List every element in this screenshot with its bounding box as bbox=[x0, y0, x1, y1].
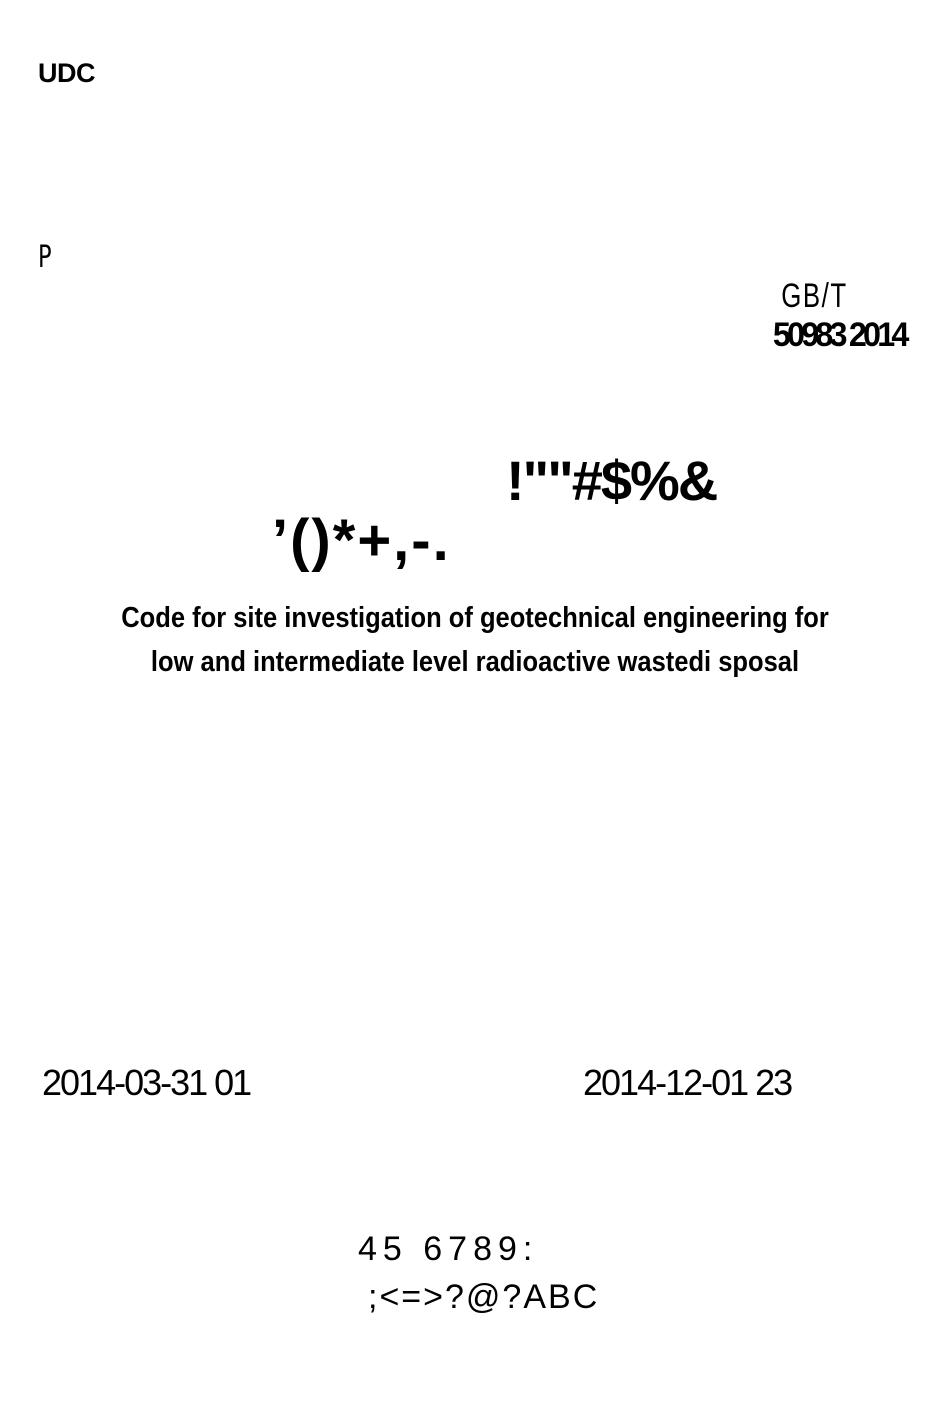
classification-code: P bbox=[38, 240, 52, 275]
standard-number bbox=[759, 238, 906, 355]
title-en bbox=[57, 596, 893, 684]
title-en-line1: Code for site investigation of geotechnical engineering for bbox=[121, 602, 829, 634]
issuer-line2: ;<=>?@?ABC bbox=[368, 1278, 600, 1316]
implement-date: 2014-12-01 23 bbox=[583, 1062, 792, 1103]
title-en-line2: low and intermediate level radioactive wastedi sposal bbox=[150, 646, 800, 678]
standard-prefix: GB/T bbox=[781, 277, 849, 315]
standard-code: 50983 2014 bbox=[773, 316, 906, 354]
title-cn-line2: ’()*+,-. bbox=[272, 508, 451, 573]
title-cn-line1: !""#$%& bbox=[506, 449, 717, 512]
issuer-line1: 45 6789: bbox=[358, 1230, 539, 1268]
udc-label: UDC bbox=[38, 58, 95, 88]
issue-date: 2014-03-31 01 bbox=[42, 1062, 251, 1103]
